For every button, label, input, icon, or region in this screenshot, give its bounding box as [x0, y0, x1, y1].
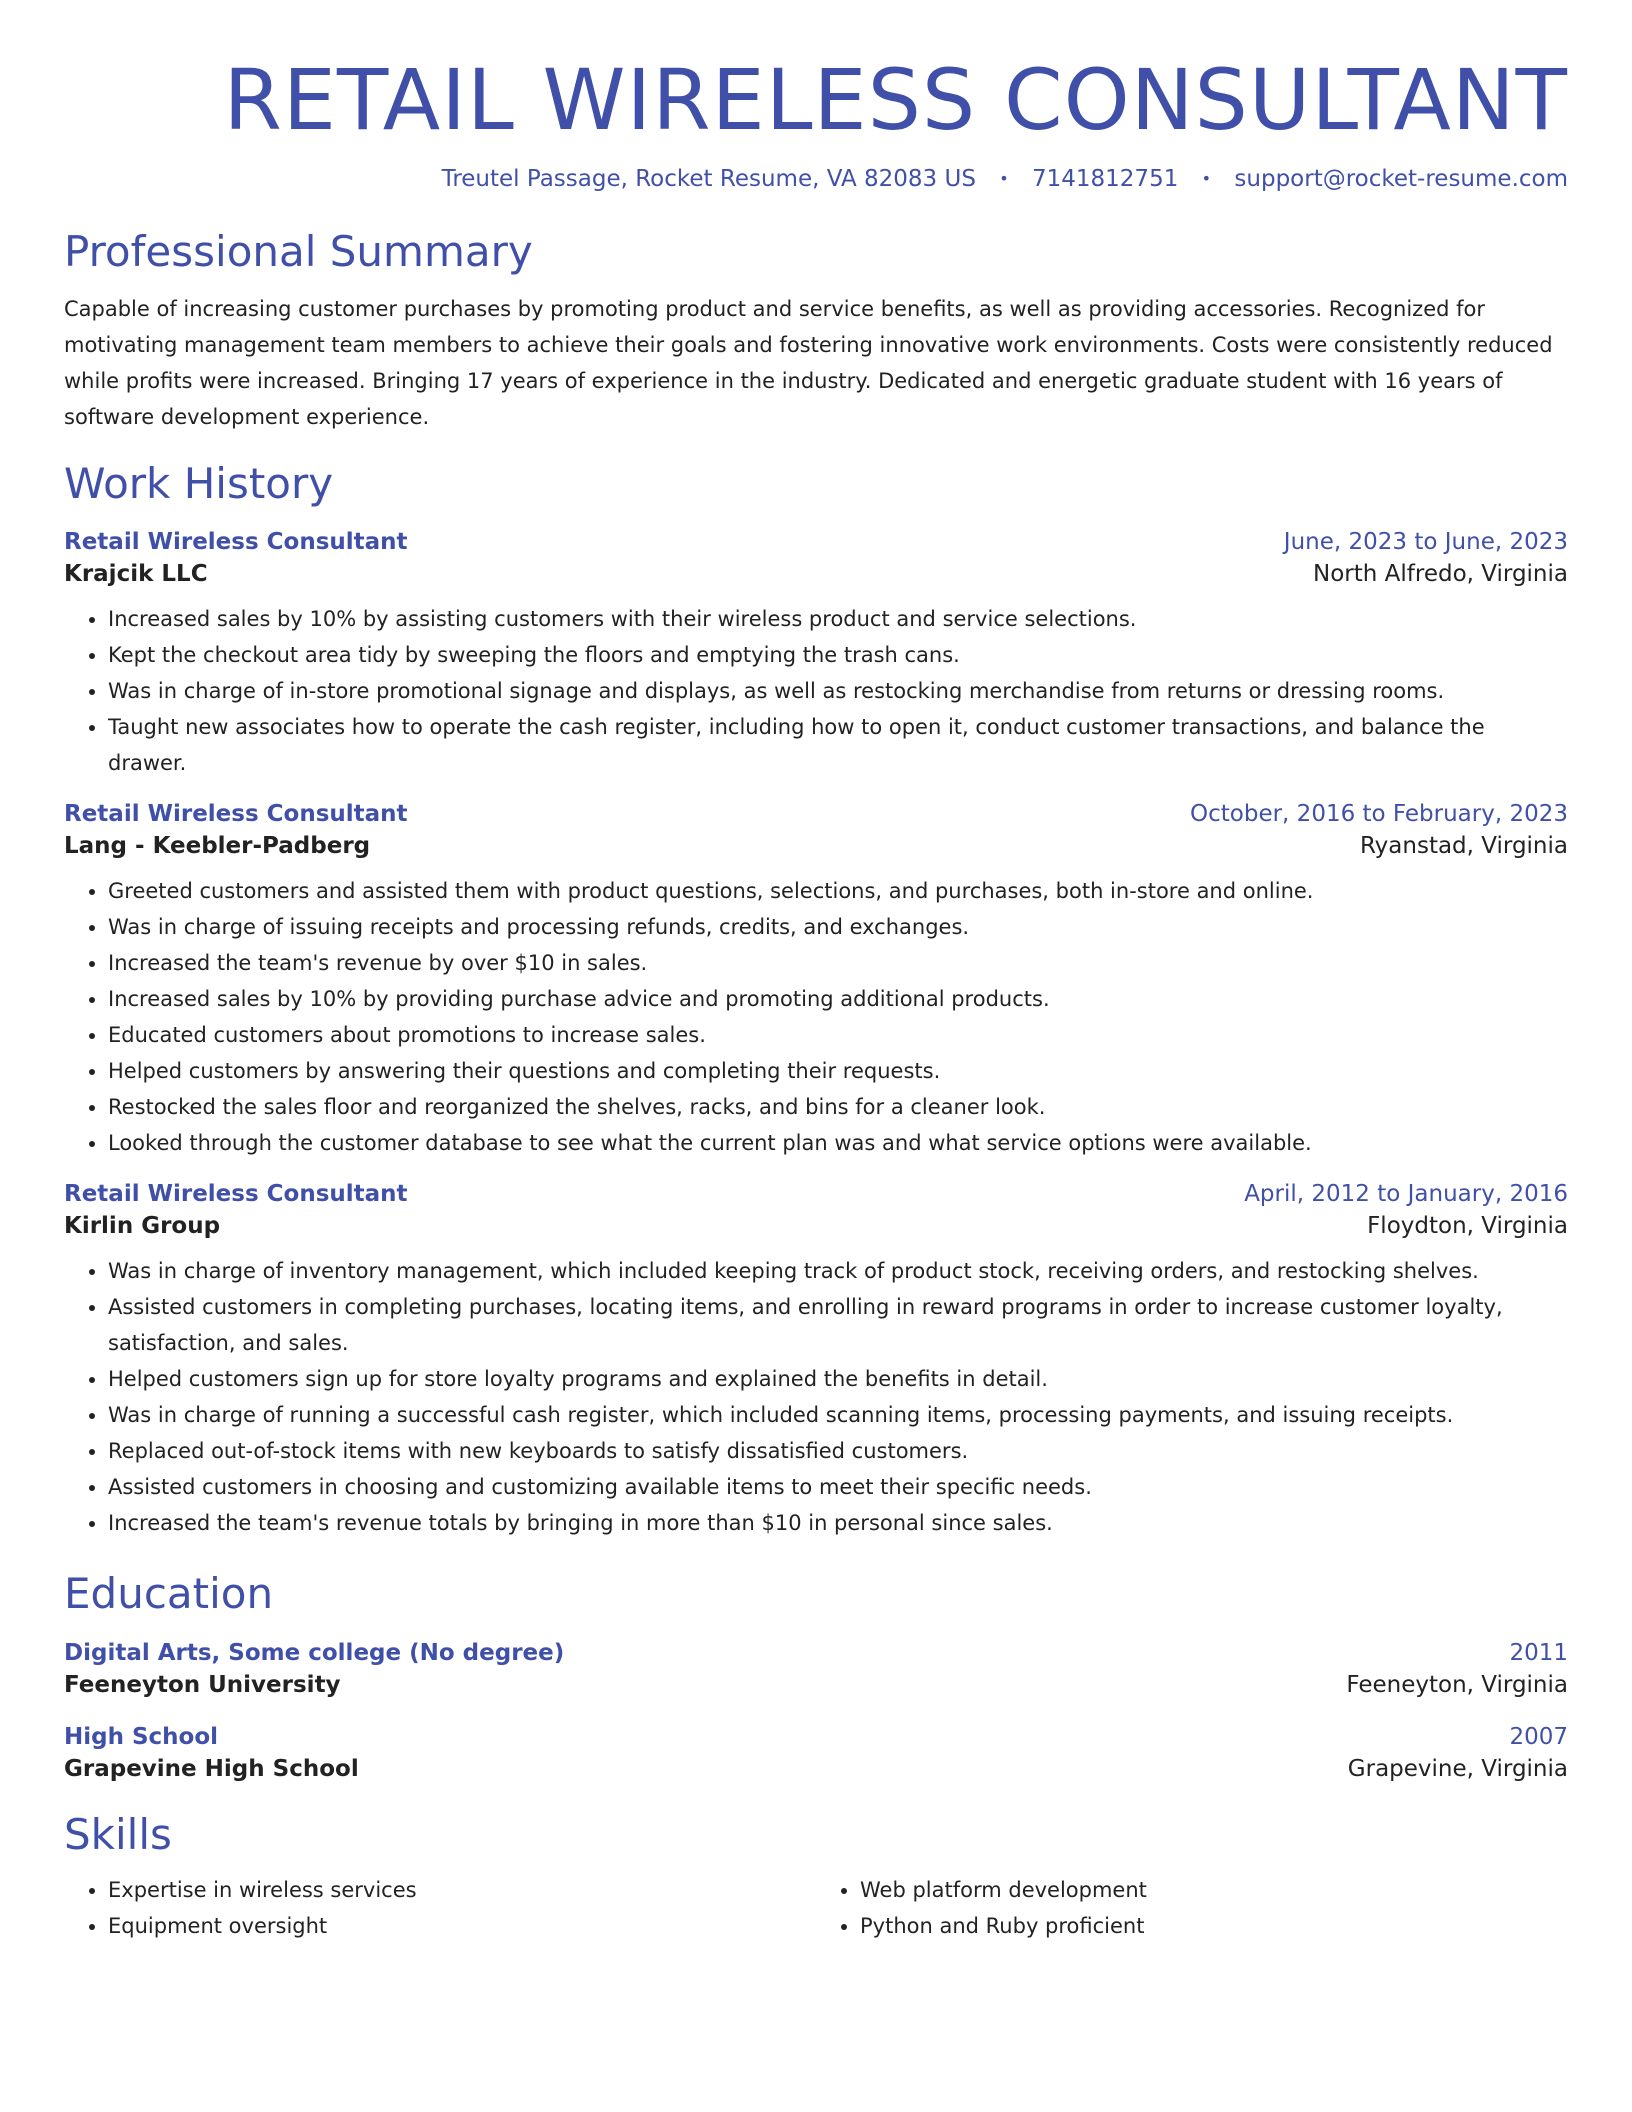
list-item: • Increased the team's revenue totals by bringing in more than $10 in personal since sales.	[108, 1505, 1568, 1541]
job-bullets	[64, 873, 1568, 1161]
skill-item: • Equipment oversight	[108, 1908, 816, 1944]
job-entry	[64, 529, 1568, 781]
list-item: • Was in charge of running a successful cash register, which included scanning items, processing payments, and issuing receipts.	[108, 1397, 1568, 1433]
job-dates: June, 2023 to June, 2023	[1283, 529, 1568, 556]
contact-separator: •	[999, 168, 1009, 188]
list-item: • Was in charge of issuing receipts and processing refunds, credits, and exchanges.	[108, 909, 1568, 945]
job-location: Floydton, Virginia	[1367, 1213, 1568, 1240]
job-location: Ryanstad, Virginia	[1359, 833, 1568, 860]
skills-column-left	[64, 1872, 816, 1944]
list-item: • Helped customers sign up for store loyalty programs and explained the benefits in detail.	[108, 1361, 1568, 1397]
education-year: 2011	[1509, 1639, 1568, 1666]
contact-line	[64, 165, 1568, 195]
contact-address: Treutel Passage, Rocket Resume, VA 82083 US	[441, 165, 976, 192]
list-item: • Increased sales by 10% by assisting customers with their wireless product and service selections.	[108, 601, 1568, 637]
list-item: • Educated customers about promotions to increase sales.	[108, 1017, 1568, 1053]
list-item: • Kept the checkout area tidy by sweeping the floors and emptying the trash cans.	[108, 637, 1568, 673]
resume-page	[64, 0, 1568, 1944]
job-company: Lang - Keebler-Padberg	[64, 833, 371, 860]
skill-item: • Expertise in wireless services	[108, 1872, 816, 1908]
skill-item: • Web platform development	[860, 1872, 1568, 1908]
education-degree: High School	[64, 1723, 219, 1750]
list-item: • Assisted customers in choosing and customizing available items to meet their specific needs.	[108, 1469, 1568, 1505]
contact-separator: •	[1201, 168, 1212, 188]
education-entry	[64, 1724, 1568, 1782]
skills-grid	[64, 1872, 1568, 1944]
skills-heading: Skills	[64, 1809, 172, 1859]
list-item: • Replaced out-of-stock items with new keyboards to satisfy dissatisfied customers.	[108, 1433, 1568, 1469]
job-dates: October, 2016 to February, 2023	[1190, 801, 1568, 828]
education-school: Feeneyton University	[64, 1671, 341, 1698]
list-item: • Was in charge of inventory management, which included keeping track of product stock, receiving orders, and restocking shelves.	[108, 1253, 1568, 1289]
work-history-heading: Work History	[64, 459, 334, 509]
resume-title: RETAIL WIRELESS CONSULTANT	[223, 51, 1568, 149]
job-location: North Alfredo, Virginia	[1313, 561, 1568, 588]
education-year: 2007	[1509, 1723, 1568, 1750]
list-item: • Greeted customers and assisted them with product questions, selections, and purchases, both in-store and online.	[108, 873, 1568, 909]
summary-heading: Professional Summary	[64, 226, 533, 276]
education-heading: Education	[64, 1569, 274, 1619]
job-bullets	[64, 601, 1568, 781]
job-entry	[64, 1181, 1568, 1541]
job-dates: April, 2012 to January, 2016	[1244, 1181, 1568, 1208]
contact-email[interactable]: support@rocket-resume.com	[1234, 165, 1568, 192]
list-item: • Restocked the sales floor and reorganized the shelves, racks, and bins for a cleaner look.	[108, 1089, 1568, 1125]
summary-text: Capable of increasing customer purchases by promoting product and service benefits, as well as providing accessories. Recognized for motivating management team members to achieve their goals and fostering innovative work environments. Costs were consistently reduced while profits were increased. Bringing 17 years of experience in the industry. Dedicated and energetic graduate student with 16 years of software development experience.	[64, 297, 1553, 430]
list-item: • Assisted customers in completing purchases, locating items, and enrolling in reward programs in order to increase customer loyalty, satisfaction, and sales.	[108, 1289, 1568, 1361]
education-entry	[64, 1640, 1568, 1698]
education-school: Grapevine High School	[64, 1755, 359, 1782]
list-item: • Increased the team's revenue by over $10 in sales.	[108, 945, 1568, 981]
list-item: • Looked through the customer database to see what the current plan was and what service options were available.	[108, 1125, 1568, 1161]
job-bullets	[64, 1253, 1568, 1541]
list-item: • Was in charge of in-store promotional signage and displays, as well as restocking merchandise from returns or dressing rooms.	[108, 673, 1568, 709]
job-title: Retail Wireless Consultant	[64, 529, 408, 556]
skills-column-right	[816, 1872, 1568, 1944]
job-company: Krajcik LLC	[64, 561, 208, 588]
list-item: • Increased sales by 10% by providing purchase advice and promoting additional products.	[108, 981, 1568, 1017]
education-location: Grapevine, Virginia	[1347, 1755, 1568, 1782]
list-item: • Helped customers by answering their questions and completing their requests.	[108, 1053, 1568, 1089]
job-title: Retail Wireless Consultant	[64, 801, 408, 828]
skill-item: • Python and Ruby proficient	[860, 1908, 1568, 1944]
list-item: • Taught new associates how to operate the cash register, including how to open it, conduct customer transactions, and balance the drawer.	[108, 709, 1568, 781]
job-title: Retail Wireless Consultant	[64, 1181, 408, 1208]
education-degree: Digital Arts, Some college (No degree)	[64, 1639, 565, 1666]
job-company: Kirlin Group	[64, 1213, 221, 1240]
contact-phone[interactable]: 7141812751	[1032, 165, 1179, 192]
education-location: Feeneyton, Virginia	[1346, 1671, 1568, 1698]
job-entry	[64, 801, 1568, 1161]
